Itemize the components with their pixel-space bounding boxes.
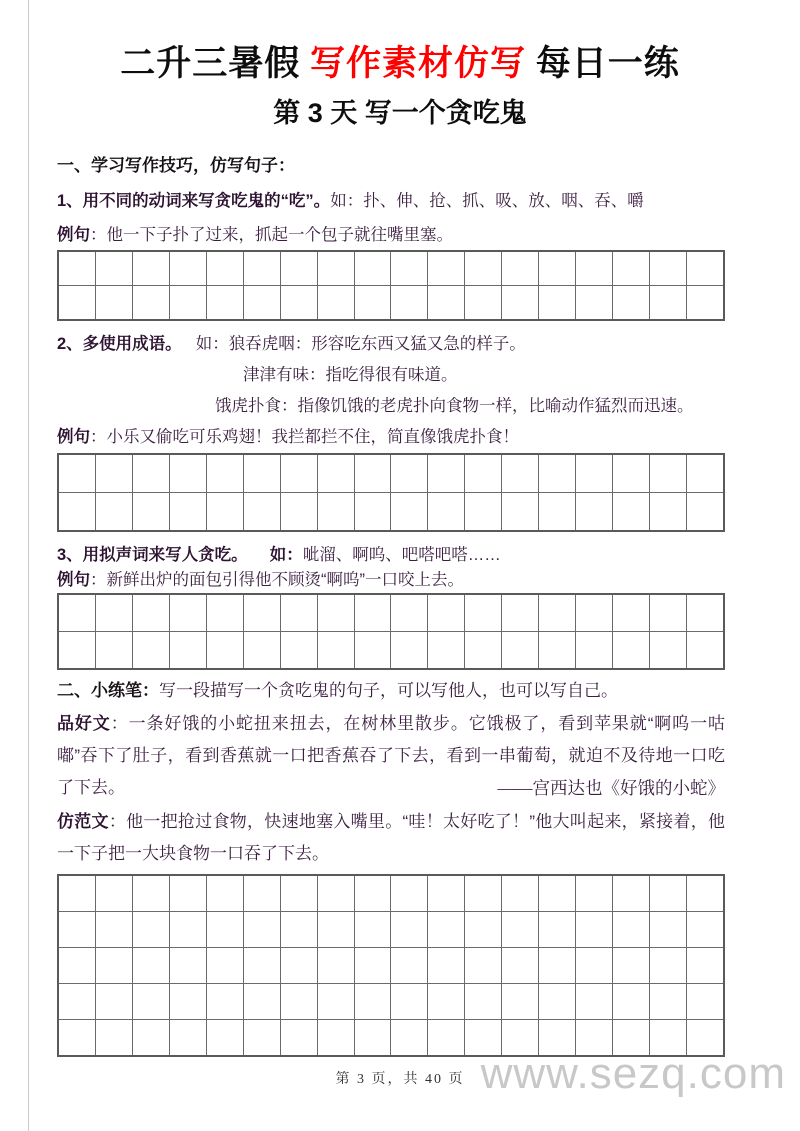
- writing-cell: [390, 493, 427, 530]
- writing-cell: [464, 948, 501, 983]
- writing-cell: [206, 595, 243, 631]
- writing-cell: [354, 493, 391, 530]
- writing-row: [59, 911, 723, 947]
- writing-cell: [464, 984, 501, 1019]
- writing-cell: [280, 1020, 317, 1055]
- writing-cell: [243, 876, 280, 911]
- item-1-heading: [57, 190, 725, 212]
- writing-cell: [686, 595, 723, 631]
- writing-cell: [280, 455, 317, 492]
- page-number: 第 3 页，共 40 页: [335, 1072, 465, 1087]
- item-3-ru-label: 如：: [269, 546, 303, 565]
- writing-cell: [169, 286, 206, 319]
- writing-cell: [612, 595, 649, 631]
- writing-cell: [317, 632, 354, 668]
- item-1-example: [57, 224, 725, 246]
- writing-cell: [132, 595, 169, 631]
- writing-row: [59, 983, 723, 1019]
- writing-cell: [464, 286, 501, 319]
- writing-cell: [132, 948, 169, 983]
- writing-cell: [427, 876, 464, 911]
- item-1-bold: 1、用不同的动词来写贪吃鬼的“吃”。: [57, 192, 331, 211]
- writing-cell: [317, 493, 354, 530]
- writing-cell: [649, 252, 686, 285]
- title-part-red: 写作素材仿写: [309, 44, 526, 83]
- writing-grid-4: [57, 874, 725, 1057]
- writing-cell: [612, 912, 649, 947]
- writing-cell: [95, 455, 132, 492]
- writing-cell: [206, 286, 243, 319]
- writing-cell: [132, 286, 169, 319]
- writing-cell: [501, 455, 538, 492]
- item-3-example: [57, 569, 725, 591]
- writing-cell: [317, 948, 354, 983]
- writing-cell: [169, 252, 206, 285]
- writing-cell: [354, 632, 391, 668]
- writing-cell: [132, 984, 169, 1019]
- writing-cell: [354, 455, 391, 492]
- writing-cell: [59, 252, 95, 285]
- writing-cell: [390, 632, 427, 668]
- writing-cell: [317, 876, 354, 911]
- writing-cell: [95, 948, 132, 983]
- writing-cell: [427, 455, 464, 492]
- section-1-heading: 一、学习写作技巧，仿写句子：: [57, 156, 295, 176]
- writing-cell: [538, 286, 575, 319]
- writing-cell: [206, 493, 243, 530]
- attribution: ——宫西达也《好饿的小蛇》: [497, 778, 725, 799]
- writing-cell: [575, 455, 612, 492]
- writing-grid-1: [57, 250, 725, 321]
- model-paragraph: [57, 806, 725, 870]
- writing-cell: [390, 948, 427, 983]
- idiom-line-1: 如：狼吞虎咽：形容吃东西又猛又急的样子。: [195, 335, 526, 354]
- writing-cell: [538, 984, 575, 1019]
- writing-cell: [280, 595, 317, 631]
- writing-cell: [427, 912, 464, 947]
- writing-cell: [390, 876, 427, 911]
- writing-cell: [169, 1020, 206, 1055]
- writing-cell: [686, 912, 723, 947]
- writing-cell: [427, 984, 464, 1019]
- writing-cell: [59, 493, 95, 530]
- writing-cell: [169, 595, 206, 631]
- item-2-example: [57, 426, 725, 448]
- writing-cell: [169, 455, 206, 492]
- writing-cell: [243, 455, 280, 492]
- writing-cell: [95, 493, 132, 530]
- writing-cell: [95, 595, 132, 631]
- writing-row: [59, 947, 723, 983]
- writing-cell: [95, 632, 132, 668]
- writing-cell: [243, 984, 280, 1019]
- writing-grid-2: [57, 453, 725, 532]
- writing-cell: [538, 632, 575, 668]
- model-text: ：他一把抢过食物，快速地塞入嘴里。“哇！太好吃了！”他大叫起来，紧接着，他一下子把一大块食物一口吞了下去。: [57, 812, 725, 864]
- writing-cell: [686, 286, 723, 319]
- writing-cell: [612, 286, 649, 319]
- writing-cell: [169, 948, 206, 983]
- writing-cell: [575, 286, 612, 319]
- writing-row: [59, 285, 723, 319]
- writing-cell: [280, 493, 317, 530]
- writing-cell: [59, 286, 95, 319]
- writing-cell: [464, 912, 501, 947]
- writing-cell: [95, 984, 132, 1019]
- page-subtitle: 第 3 天 写一个贪吃鬼: [273, 98, 527, 129]
- writing-cell: [427, 948, 464, 983]
- page-title: [0, 40, 800, 87]
- writing-cell: [59, 876, 95, 911]
- writing-cell: [686, 984, 723, 1019]
- writing-cell: [464, 876, 501, 911]
- writing-cell: [317, 1020, 354, 1055]
- writing-cell: [59, 595, 95, 631]
- writing-cell: [243, 286, 280, 319]
- writing-cell: [575, 912, 612, 947]
- writing-cell: [612, 948, 649, 983]
- idiom-line-3: 饿虎扑食：指像饥饿的老虎扑向食物一样，比喻动作猛烈而迅速。: [215, 397, 694, 416]
- writing-cell: [354, 286, 391, 319]
- writing-cell: [132, 912, 169, 947]
- writing-cell: [132, 493, 169, 530]
- example-label: 例句: [57, 428, 90, 447]
- writing-cell: [317, 912, 354, 947]
- writing-cell: [59, 912, 95, 947]
- writing-cell: [649, 912, 686, 947]
- writing-row: [59, 631, 723, 668]
- writing-cell: [354, 912, 391, 947]
- writing-cell: [59, 632, 95, 668]
- writing-cell: [317, 595, 354, 631]
- writing-row: [59, 252, 723, 285]
- writing-cell: [317, 984, 354, 1019]
- writing-cell: [206, 912, 243, 947]
- writing-cell: [538, 912, 575, 947]
- writing-cell: [612, 632, 649, 668]
- writing-cell: [649, 595, 686, 631]
- writing-cell: [243, 912, 280, 947]
- section-2-rest: 写一段描写一个贪吃鬼的句子，可以写他人，也可以写自己。: [159, 681, 618, 701]
- writing-cell: [243, 1020, 280, 1055]
- writing-cell: [243, 948, 280, 983]
- writing-cell: [390, 984, 427, 1019]
- writing-cell: [501, 876, 538, 911]
- title-part-left: 二升三暑假: [120, 44, 310, 83]
- writing-cell: [686, 455, 723, 492]
- good-example-label: 品好文: [57, 714, 111, 734]
- example-label: 例句: [57, 571, 90, 590]
- writing-cell: [649, 286, 686, 319]
- writing-cell: [354, 876, 391, 911]
- writing-cell: [95, 1020, 132, 1055]
- writing-cell: [575, 595, 612, 631]
- writing-cell: [427, 493, 464, 530]
- writing-cell: [427, 595, 464, 631]
- writing-cell: [464, 455, 501, 492]
- writing-cell: [686, 252, 723, 285]
- writing-cell: [501, 632, 538, 668]
- writing-cell: [390, 286, 427, 319]
- writing-cell: [612, 876, 649, 911]
- writing-cell: [354, 984, 391, 1019]
- writing-cell: [59, 1020, 95, 1055]
- writing-cell: [686, 493, 723, 530]
- example-text: ：新鲜出炉的面包引得他不顾烫“啊呜”一口咬上去。: [90, 571, 464, 590]
- writing-cell: [501, 286, 538, 319]
- writing-cell: [649, 632, 686, 668]
- writing-row: [59, 455, 723, 492]
- writing-cell: [243, 493, 280, 530]
- section-2-heading: [57, 680, 725, 702]
- watermark: www.sezq.com: [480, 1049, 786, 1098]
- writing-cell: [280, 948, 317, 983]
- writing-cell: [59, 948, 95, 983]
- writing-cell: [538, 948, 575, 983]
- writing-cell: [317, 286, 354, 319]
- writing-cell: [169, 984, 206, 1019]
- writing-cell: [390, 1020, 427, 1055]
- writing-cell: [575, 948, 612, 983]
- example-text: ：他一下子扑了过来，抓起一个包子就往嘴里塞。: [90, 226, 453, 245]
- writing-cell: [132, 1020, 169, 1055]
- writing-cell: [243, 595, 280, 631]
- writing-row: [59, 876, 723, 911]
- writing-cell: [501, 948, 538, 983]
- writing-cell: [538, 876, 575, 911]
- writing-cell: [280, 252, 317, 285]
- writing-cell: [427, 632, 464, 668]
- writing-cell: [464, 493, 501, 530]
- writing-cell: [612, 984, 649, 1019]
- good-example-text: ：一条好饿的小蛇扭来扭去，在树林里散步。它饿极了，看到苹果就“啊呜一咕嘟”吞下了肚子，看到香蕉就一口把香蕉吞了下去，看到一串葡萄，就迫不及待地一口吃了下去。: [57, 714, 725, 798]
- writing-cell: [612, 455, 649, 492]
- writing-cell: [649, 455, 686, 492]
- writing-cell: [206, 876, 243, 911]
- writing-cell: [280, 286, 317, 319]
- writing-cell: [206, 948, 243, 983]
- writing-cell: [575, 493, 612, 530]
- item-2-heading: [57, 333, 725, 355]
- writing-cell: [317, 252, 354, 285]
- writing-cell: [169, 493, 206, 530]
- writing-cell: [686, 876, 723, 911]
- writing-cell: [575, 252, 612, 285]
- writing-cell: [206, 632, 243, 668]
- writing-cell: [243, 632, 280, 668]
- writing-cell: [390, 455, 427, 492]
- writing-cell: [59, 455, 95, 492]
- item-3-bold: 3、用拟声词来写人贪吃。: [57, 546, 248, 565]
- writing-cell: [501, 984, 538, 1019]
- writing-cell: [464, 252, 501, 285]
- writing-cell: [132, 876, 169, 911]
- section-2-bold: 二、小练笔：: [57, 681, 159, 701]
- writing-cell: [575, 632, 612, 668]
- writing-cell: [427, 286, 464, 319]
- writing-cell: [575, 984, 612, 1019]
- example-text: ：小乐又偷吃可乐鸡翅！我拦都拦不住，简直像饿虎扑食！: [90, 428, 519, 447]
- item-3-heading: [57, 544, 725, 566]
- title-part-right: 每日一练: [526, 44, 680, 83]
- writing-cell: [686, 632, 723, 668]
- writing-cell: [390, 912, 427, 947]
- writing-cell: [243, 252, 280, 285]
- writing-cell: [280, 984, 317, 1019]
- writing-cell: [206, 1020, 243, 1055]
- writing-cell: [501, 493, 538, 530]
- page-edge-line: [28, 0, 29, 1131]
- writing-cell: [59, 984, 95, 1019]
- writing-cell: [390, 252, 427, 285]
- writing-cell: [95, 912, 132, 947]
- writing-cell: [427, 1020, 464, 1055]
- writing-cell: [95, 286, 132, 319]
- writing-cell: [354, 948, 391, 983]
- writing-row: [59, 492, 723, 530]
- model-label: 仿范文: [57, 812, 109, 832]
- writing-row: [59, 595, 723, 631]
- item-2-bold: 2、多使用成语。: [57, 335, 182, 354]
- writing-grid-3: [57, 593, 725, 670]
- writing-cell: [575, 876, 612, 911]
- writing-cell: [501, 595, 538, 631]
- writing-cell: [354, 1020, 391, 1055]
- writing-cell: [501, 912, 538, 947]
- writing-cell: [206, 455, 243, 492]
- writing-cell: [206, 252, 243, 285]
- writing-cell: [501, 252, 538, 285]
- writing-cell: [649, 493, 686, 530]
- writing-cell: [206, 984, 243, 1019]
- writing-cell: [649, 876, 686, 911]
- writing-cell: [464, 595, 501, 631]
- writing-cell: [169, 632, 206, 668]
- writing-cell: [354, 595, 391, 631]
- example-label: 例句: [57, 226, 90, 245]
- writing-cell: [649, 984, 686, 1019]
- writing-cell: [390, 595, 427, 631]
- idiom-line-2: 津津有味：指吃得很有味道。: [243, 366, 458, 385]
- item-1-rest: 如：扑、伸、抢、抓、吸、放、咽、吞、嚼: [330, 192, 644, 211]
- writing-cell: [427, 252, 464, 285]
- writing-cell: [538, 455, 575, 492]
- good-example-paragraph: [57, 708, 725, 804]
- writing-cell: [169, 912, 206, 947]
- writing-cell: [280, 632, 317, 668]
- writing-cell: [132, 252, 169, 285]
- writing-cell: [132, 455, 169, 492]
- item-3-rest: 呲溜、啊呜、吧嗒吧嗒……: [302, 546, 501, 565]
- writing-cell: [612, 493, 649, 530]
- writing-cell: [280, 876, 317, 911]
- writing-cell: [280, 912, 317, 947]
- writing-cell: [538, 595, 575, 631]
- writing-cell: [317, 455, 354, 492]
- writing-cell: [354, 252, 391, 285]
- writing-cell: [538, 252, 575, 285]
- writing-cell: [132, 632, 169, 668]
- writing-cell: [649, 948, 686, 983]
- writing-cell: [686, 948, 723, 983]
- writing-cell: [464, 632, 501, 668]
- writing-cell: [169, 876, 206, 911]
- writing-cell: [95, 876, 132, 911]
- writing-cell: [538, 493, 575, 530]
- writing-cell: [95, 252, 132, 285]
- writing-cell: [612, 252, 649, 285]
